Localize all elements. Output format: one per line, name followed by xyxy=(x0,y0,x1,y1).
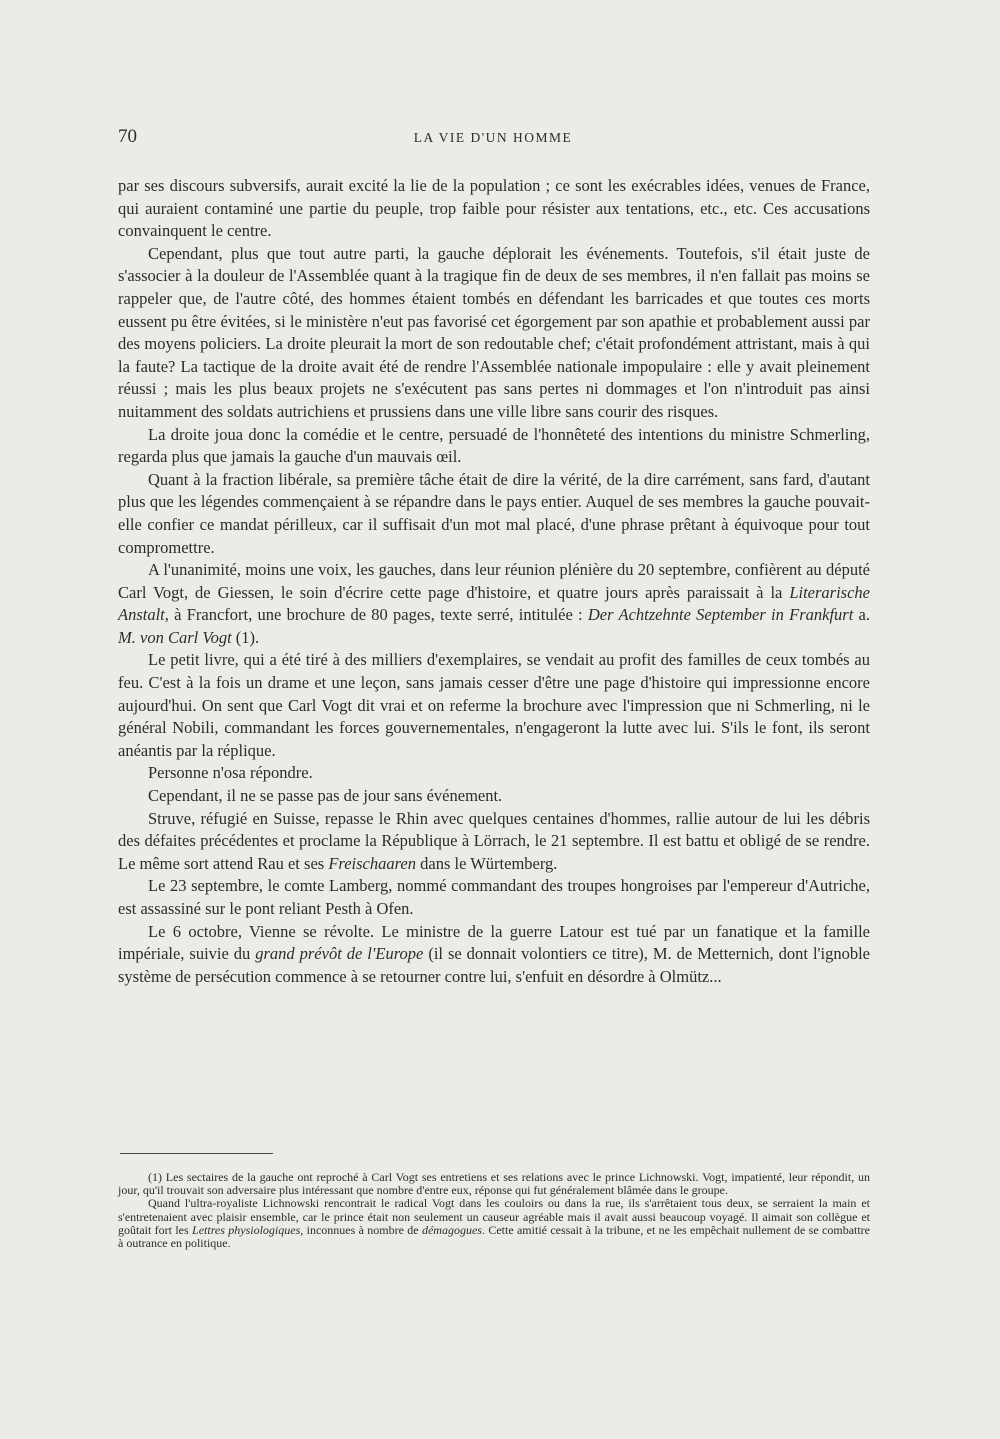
italic-term: grand prévôt de l'Europe xyxy=(255,944,424,964)
italic-title: M. von Carl Vogt xyxy=(118,627,232,647)
main-text xyxy=(118,175,870,988)
paragraph: Le 23 septembre, le comte Lamberg, nommé commandant des troupes hongroises par l'empereur d'Autriche, est assassiné sur le pont reliant Pesth à Ofen. xyxy=(118,876,870,918)
text-span: dans le Würtemberg. xyxy=(416,853,558,873)
footnote-divider xyxy=(120,1153,273,1154)
text-span: , inconnues à nombre de xyxy=(300,1222,422,1237)
italic-term: démagogues xyxy=(421,1222,482,1237)
italic-term: Freischaaren xyxy=(328,853,416,873)
page-number: 70 xyxy=(118,126,137,147)
text-span: (il se donnait volontiers ce titre), M. de Metternich, dont l'ignoble système de persécution commence à se retourner contre lui, s'enfuit en désordre à Olmütz... xyxy=(118,944,870,986)
footnote-ref: (1). xyxy=(231,627,260,647)
italic-title: Der Achtzehnte September in Frankfurt xyxy=(587,605,854,625)
paragraph: Cependant, il ne se passe pas de jour sans événement. xyxy=(148,786,503,806)
footnote: (1) Les sectaires de la gauche ont reproché à Carl Vogt ses entretiens et ses relations avec le prince Lichnowski. Vogt, impatienté, leur répondit, un jour, qu'il trouvait son adversaire plus intéressant que nombre d'entre eux, réponse qui fut généralement blâmée dans le groupe. xyxy=(118,1170,870,1198)
paragraph: La droite joua donc la comédie et le centre, persuadé de l'honnêteté des intentions du ministre Schmerling, regarda plus que jamais la gauche d'un mauvais œil. xyxy=(118,424,870,467)
paragraph: Le petit livre, qui a été tiré à des milliers d'exemplaires, se vendait au profit des familles de ceux tombés au feu. C'est à la fois un drame et une leçon, sans jamais cesser d'être une page d'histoire qui impressionne encore aujourd'hui. On sent que Carl Vogt dit vrai et on referme la brochure avec l'impression que ni Schmerling, ni le général Nobili, commandant les forces gouvernementales, n'engageront la lutte avec lui. S'ils le font, ils seront anéantis par la réplique. xyxy=(118,650,870,760)
text-span: Le 6 octobre, Vienne se révolte. Le ministre de la guerre Latour est tué par un fanatique et la famille impériale, suivie du xyxy=(118,921,870,964)
text-span: Struve, réfugié en Suisse, repasse le Rhin avec quelques centaines d'hommes, rallie autour de lui les débris des défaites précédentes et proclame la République à Lörrach, le 21 septembre. Il est battu et obligé de se rendre. Le même sort attend Rau et ses xyxy=(118,808,870,873)
text-span: , à Francfort, une brochure de 80 pages, texte serré, intitulée : xyxy=(164,605,588,625)
paragraph xyxy=(118,921,870,989)
text-span: A l'unanimité, moins une voix, les gauches, dans leur réunion plénière du 20 septembre, confièrent au député Carl Vogt, de Giessen, le soin d'écrire cette page d'histoire, et quatre jours après paraissait à la xyxy=(118,560,870,602)
paragraph xyxy=(118,559,870,649)
italic-title: Lettres physiologiques xyxy=(192,1222,301,1237)
paragraph xyxy=(118,808,870,876)
text-span: . Cette amitié cessait à la tribune, et ne les empêchait nullement de se combattre à outrance en politique. xyxy=(118,1222,871,1251)
footnote xyxy=(118,1197,870,1250)
text-span: Quand l'ultra-royaliste Lichnowski rencontrait le radical Vogt dans les couloirs ou dans la rue, ils s'arrêtaient tous deux, se serraient la main et s'entretenaient avec plaisir ensemble, car le prince était non seulement un causeur agréable mais il avait aussi beaucoup voyagé. Il aimait son collègue et goûtait fort les xyxy=(118,1196,870,1237)
running-title: LA VIE D'UN HOMME xyxy=(413,130,573,145)
paragraph: Quant à la fraction libérale, sa première tâche était de dire la vérité, de la dire carrément, sans fard, d'autant plus que les légendes commençaient à se répandre dans le pays entier. Auquel de ses membres la gauche pouvait-elle confier ce mandat périlleux, car il suffisait d'un mot mal placé, d'une phrase prêtant à équivoque pour tout compromettre. xyxy=(118,469,870,557)
page-header xyxy=(118,126,868,154)
italic-title: Literarische Anstalt xyxy=(118,582,870,625)
footnotes xyxy=(118,1171,870,1250)
paragraph: par ses discours subversifs, aurait excité la lie de la population ; ce sont les exécrables idées, venues de France, qui auraient contaminé une partie du peuple, trop faible pour résister aux tentations, etc., etc. Ces accusations convainquent le centre. xyxy=(118,176,870,241)
text-span: a. xyxy=(853,605,870,625)
paragraph: Personne n'osa répondre. xyxy=(148,763,313,783)
paragraph: Cependant, plus que tout autre parti, la gauche déplorait les événements. Toutefois, s'il était juste de s'associer à la douleur de l'Assemblée quant à la tragique fin de deux de ses membres, il n'en fallait pas moins se rappeler que, de l'autre côté, des hommes étaient tombés en défendant les barricades et que toutes ces morts eussent pu être évitées, si le ministère n'eut pas favorisé cet égorgement par son apathie et probablement aussi par des moyens policiers. La droite pleurait la mort de son redoutable chef; c'était profondément attristant, mais à qui la faute? La tactique de la droite avait été de rendre l'Assemblée nationale impopulaire : elle y avait pleinement réussi ; mais les plus beaux projets ne s'exécutent pas sans pertes ni dommages et l'on n'introduit pas ainsi nuitamment des soldats autrichiens et prussiens dans une ville libre sans courir des risques. xyxy=(118,243,870,421)
